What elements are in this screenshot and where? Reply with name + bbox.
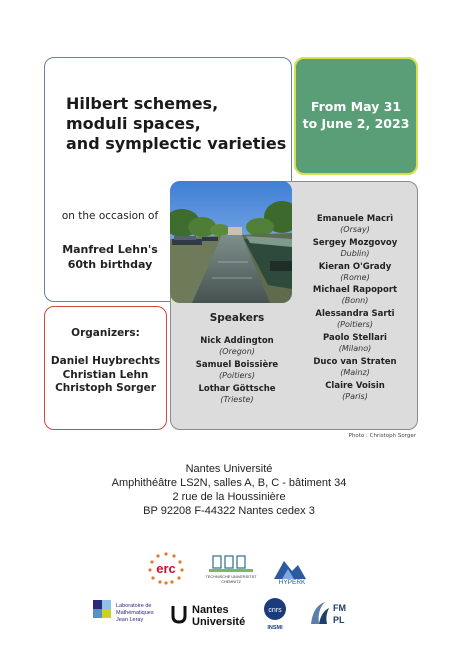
speaker-item — [290, 214, 420, 238]
speaker-affiliation: (Milano) — [338, 343, 372, 353]
venue-line: Amphithéâtre LS2N, salles A, B, C - bâtiment 34 — [111, 477, 347, 489]
conference-dates — [294, 98, 418, 132]
svg-text:Laboratoire de: Laboratoire de — [116, 603, 152, 609]
speaker-item — [290, 309, 420, 333]
organizer-name: Christian Lehn — [62, 368, 149, 381]
hyperk-logo — [270, 557, 314, 585]
svg-text:INSMI: INSMI — [267, 625, 283, 631]
speaker-name: Nick Addington — [200, 336, 274, 346]
conference-title — [66, 94, 286, 154]
title-line: Hilbert schemes, — [66, 94, 219, 113]
speaker-affiliation: (Poitiers) — [219, 370, 255, 380]
speaker-affiliation: (Rome) — [340, 272, 370, 282]
lmjl-logo — [93, 598, 155, 628]
speakers-list-left — [172, 336, 302, 407]
svg-text:cnrs: cnrs — [268, 607, 282, 614]
venue-line: 2 rue de la Houssinière — [172, 491, 286, 503]
tu-chemnitz-logo — [205, 553, 257, 585]
speaker-affiliation: (Bonn) — [341, 296, 369, 306]
occasion-text: on the occasion of — [61, 210, 159, 222]
title-line: moduli spaces, — [66, 114, 201, 133]
speaker-affiliation: (Trieste) — [220, 394, 254, 404]
speaker-name: Lothar Göttsche — [198, 383, 276, 394]
date-line: From May 31 — [310, 99, 402, 114]
organizers-title: Organizers: — [71, 327, 140, 339]
svg-text:TECHNISCHE UNIVERSITÄT: TECHNISCHE UNIVERSITÄT — [205, 575, 257, 579]
speaker-item — [172, 336, 302, 360]
speaker-name: Kieran O'Grady — [318, 261, 392, 272]
fmpl-logo — [309, 598, 355, 628]
erc-wordmark: erc — [156, 561, 176, 576]
speaker-affiliation: (Oregon) — [219, 347, 255, 356]
speaker-name: Alessandra Sarti — [315, 309, 395, 320]
canal-photo — [170, 181, 292, 303]
svg-text:FM: FM — [333, 603, 346, 613]
honoree-line: 60th birthday — [67, 258, 153, 271]
speaker-name: Emanuele Macrì — [316, 214, 394, 224]
speaker-item — [290, 262, 420, 286]
svg-text:PL: PL — [333, 615, 345, 625]
speaker-name: Duco van Straten — [313, 356, 397, 367]
cnrs-insmi-logo — [262, 597, 288, 631]
organizer-name: Christoph Sorger — [55, 382, 156, 394]
honoree-line: Manfred Lehn's — [62, 243, 158, 256]
speaker-name: Sergey Mozgovoy — [312, 237, 398, 248]
speaker-item — [290, 285, 420, 309]
title-line: and symplectic varieties — [66, 134, 287, 153]
speaker-name: Paolo Stellari — [323, 332, 387, 343]
speaker-name: Samuel Boissière — [195, 359, 279, 370]
speaker-item — [172, 384, 302, 408]
venue-line: Nantes Université — [185, 463, 273, 475]
speaker-affiliation: (Poitiers) — [337, 320, 373, 330]
speaker-item — [172, 360, 302, 384]
speaker-affiliation: (Paris) — [342, 391, 368, 401]
speakers-list-right — [290, 214, 420, 404]
erc-logo — [146, 551, 186, 585]
speaker-affiliation: (Orsay) — [340, 225, 370, 234]
svg-text:Université: Université — [192, 616, 246, 628]
svg-text:Mathématiques: Mathématiques — [116, 610, 154, 616]
speaker-item — [290, 357, 420, 381]
speaker-affiliation: (Mainz) — [340, 367, 370, 377]
nantes-universite-logo — [170, 600, 250, 628]
speaker-item — [290, 333, 420, 357]
speaker-item — [290, 238, 420, 262]
speakers-title: Speakers — [209, 312, 265, 324]
svg-text:Jean Leray: Jean Leray — [116, 617, 144, 623]
speaker-item — [290, 381, 420, 405]
date-line: to June 2, 2023 — [302, 116, 410, 131]
speaker-name: Michael Rapoport — [312, 285, 398, 296]
speaker-name: Claire Voisin — [325, 380, 385, 391]
svg-text:HYPERK: HYPERK — [278, 579, 306, 585]
svg-text:CHEMNITZ: CHEMNITZ — [221, 580, 241, 584]
speaker-affiliation: Dublin) — [340, 248, 370, 258]
svg-text:Nantes: Nantes — [192, 604, 229, 616]
organizers-list — [44, 355, 167, 396]
photo-credit: Photo : Christoph Sorger — [348, 433, 416, 439]
honoree — [56, 242, 164, 272]
venue-address — [0, 462, 458, 518]
organizer-name: Daniel Huybrechts — [50, 355, 161, 367]
venue-line: BP 92208 F-44322 Nantes cedex 3 — [143, 505, 315, 517]
